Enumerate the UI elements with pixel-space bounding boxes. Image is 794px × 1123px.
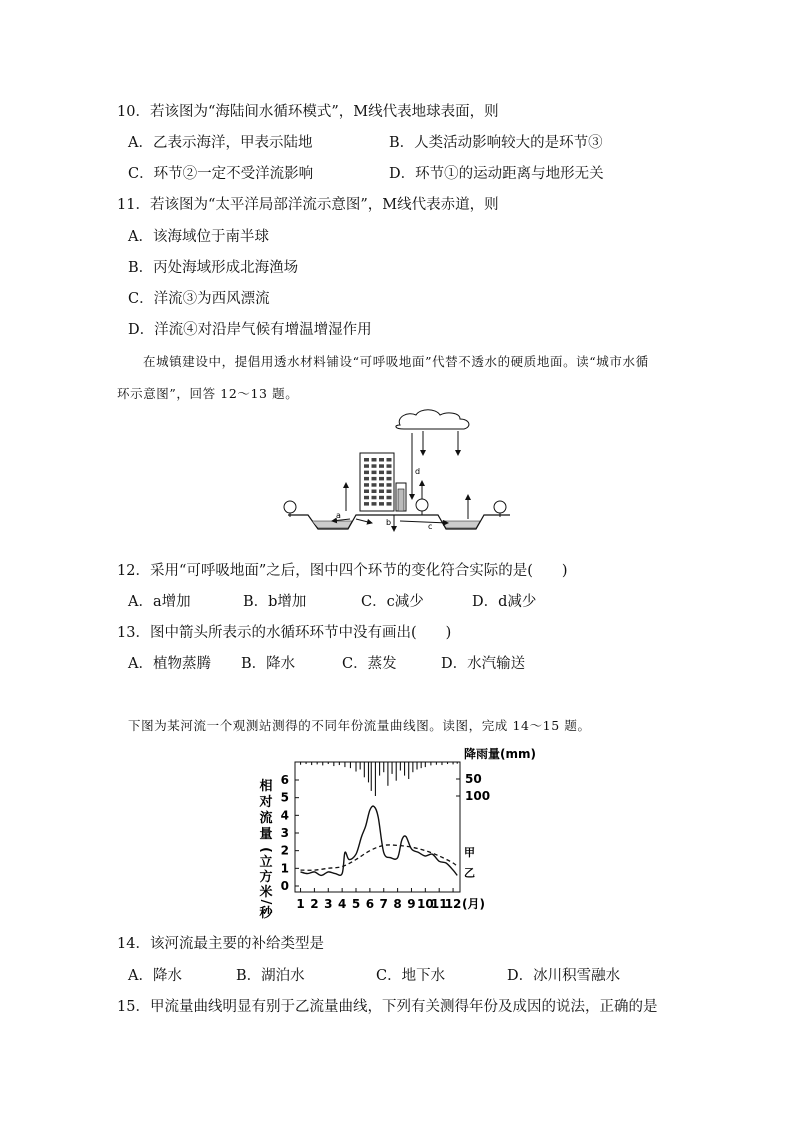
rainfall-tick-label: 50 xyxy=(465,772,482,786)
q12-option-c: C．c减少 xyxy=(361,594,424,610)
small-building xyxy=(398,489,404,511)
label-a: a xyxy=(336,511,341,520)
svg-text:相: 相 xyxy=(259,779,273,794)
q11-option-a: A．该海域位于南半球 xyxy=(128,229,269,245)
x-axis-ticks xyxy=(296,888,461,911)
window xyxy=(379,477,384,481)
arrow-a xyxy=(332,519,350,521)
window xyxy=(372,496,377,500)
arrow-c xyxy=(400,521,448,523)
window xyxy=(364,464,369,468)
q10-option-d: D．环节①的运动距离与地形无关 xyxy=(389,166,604,182)
window xyxy=(364,458,369,462)
window xyxy=(372,464,377,468)
series-jia-label: 甲 xyxy=(464,845,475,859)
window xyxy=(364,483,369,487)
svg-text:对: 对 xyxy=(259,795,273,810)
x-tick-label: 3 xyxy=(324,897,333,911)
q12-option-d: D．d减少 xyxy=(472,594,537,610)
q10-option-a: A．乙表示海洋，甲表示陆地 xyxy=(128,135,313,151)
rainfall-tick-label: 100 xyxy=(465,789,491,803)
urban-water-cycle-figure xyxy=(278,405,518,535)
x-tick-label: 10 xyxy=(416,897,434,911)
passage-1-line-1: 在城镇建设中，提倡用透水材料铺设“可呼吸地面”代替不透水的硬质地面。读“城市水循 xyxy=(143,354,649,369)
cloud xyxy=(396,410,469,429)
x-tick-label: 5 xyxy=(351,897,361,911)
window xyxy=(379,471,384,475)
window xyxy=(387,496,392,500)
label-c: c xyxy=(428,522,433,531)
q10-option-b: B．人类活动影响较大的是环节③ xyxy=(389,135,603,151)
window xyxy=(387,502,392,506)
question-13-stem: 13．图中箭头所表示的水循环环节中没有画出( ) xyxy=(117,625,452,641)
passage-1-line-2: 环示意图”，回答 12～13 题。 xyxy=(117,386,299,401)
question-12-stem: 12．采用“可呼吸地面”之后，图中四个环节的变化符合实际的是( ) xyxy=(117,563,568,579)
y-tick-label: 1 xyxy=(280,861,289,876)
window xyxy=(379,502,384,506)
q12-option-a: A．a增加 xyxy=(128,594,191,610)
y-tick-label: 5 xyxy=(280,790,289,805)
series-yi-label: 乙 xyxy=(464,866,475,880)
x-tick-label: 8 xyxy=(393,897,402,911)
y-axis-ticks xyxy=(281,773,299,893)
svg-text:量: 量 xyxy=(259,827,273,842)
label-b: b xyxy=(386,518,392,527)
window xyxy=(372,458,377,462)
window xyxy=(364,477,369,481)
window xyxy=(372,477,377,481)
rainfall-bars xyxy=(301,762,458,796)
river-flow-chart xyxy=(252,746,542,922)
arrow-a2 xyxy=(356,519,372,523)
window xyxy=(372,490,377,494)
window xyxy=(387,464,392,468)
x-tick-label: 11 xyxy=(430,897,448,911)
q11-option-b: B．丙处海域形成北海渔场 xyxy=(128,260,299,276)
rainfall-axis-title: 降雨量(mm) xyxy=(464,747,536,761)
q14-option-d: D．冰川积雪融水 xyxy=(507,968,621,984)
question-14-stem: 14．该河流最主要的补给类型是 xyxy=(117,936,324,952)
svg-text:/: / xyxy=(258,899,273,905)
y-tick-label: 3 xyxy=(280,826,289,840)
tree xyxy=(284,499,506,517)
window xyxy=(372,483,377,487)
svg-text:秒: 秒 xyxy=(259,906,273,921)
passage-2-line-1: 下图为某河流一个观测站测得的不同年份流量曲线图。读图，完成 14～15 题。 xyxy=(128,718,591,733)
question-15-stem: 15．甲流量曲线明显有别于乙流量曲线，下列有关测得年份及成因的说法，正确的是 xyxy=(117,999,658,1015)
window xyxy=(387,471,392,475)
svg-text:(: ( xyxy=(258,847,273,853)
window xyxy=(372,502,377,506)
window xyxy=(379,464,384,468)
svg-text:米: 米 xyxy=(259,885,273,900)
q12-option-b: B．b增加 xyxy=(243,594,307,610)
series-yi-line xyxy=(301,845,458,870)
rainfall-axis-ticks xyxy=(456,772,490,803)
q13-option-d: D．水汽输送 xyxy=(441,656,526,672)
x-tick-label: 4 xyxy=(337,897,347,911)
q14-option-c: C．地下水 xyxy=(376,968,446,984)
x-tick-label: 7 xyxy=(379,897,388,911)
window xyxy=(379,490,384,494)
window xyxy=(372,471,377,475)
q11-option-c: C．洋流③为西风漂流 xyxy=(128,291,270,307)
plot-frame xyxy=(295,762,460,892)
q10-option-c: C．环节②一定不受洋流影响 xyxy=(128,166,314,182)
y-tick-label: 6 xyxy=(280,773,289,787)
x-tick-label: 1 xyxy=(296,897,305,911)
q14-option-b: B．湖泊水 xyxy=(236,968,305,984)
window xyxy=(387,483,392,487)
y-tick-label: 2 xyxy=(280,843,289,858)
window xyxy=(364,471,369,475)
x-tick-label: 6 xyxy=(365,897,375,911)
svg-text:方: 方 xyxy=(259,870,273,885)
water-body-right xyxy=(442,521,480,528)
y-tick-label: 4 xyxy=(280,808,289,823)
q13-option-a: A．植物蒸腾 xyxy=(128,656,211,672)
y-axis-title xyxy=(258,778,273,921)
window xyxy=(364,496,369,500)
x-axis-unit: (月) xyxy=(462,897,485,911)
window xyxy=(387,490,392,494)
window xyxy=(364,502,369,506)
window xyxy=(364,490,369,494)
q14-option-a: A．降水 xyxy=(128,968,182,984)
x-tick-label: 12 xyxy=(444,897,462,911)
x-tick-label: 2 xyxy=(310,897,319,911)
q13-option-b: B．降水 xyxy=(241,656,296,672)
label-d: d xyxy=(415,467,421,476)
water-body-left xyxy=(312,521,352,528)
window xyxy=(387,458,392,462)
series-jia-line xyxy=(301,806,458,875)
window xyxy=(379,458,384,462)
q13-option-c: C．蒸发 xyxy=(342,656,397,672)
x-tick-label: 9 xyxy=(407,897,416,911)
svg-text:立: 立 xyxy=(259,855,273,870)
y-tick-label: 0 xyxy=(280,879,289,893)
window xyxy=(387,477,392,481)
question-11-stem: 11．若该图为“太平洋局部洋流示意图”，M线代表赤道，则 xyxy=(117,197,499,213)
window xyxy=(379,496,384,500)
q11-option-d: D．洋流④对沿岸气候有增温增湿作用 xyxy=(128,322,372,338)
question-10-stem: 10．若该图为“海陆间水循环模式”，M线代表地球表面，则 xyxy=(117,104,499,120)
svg-text:流: 流 xyxy=(259,811,273,826)
window xyxy=(379,483,384,487)
